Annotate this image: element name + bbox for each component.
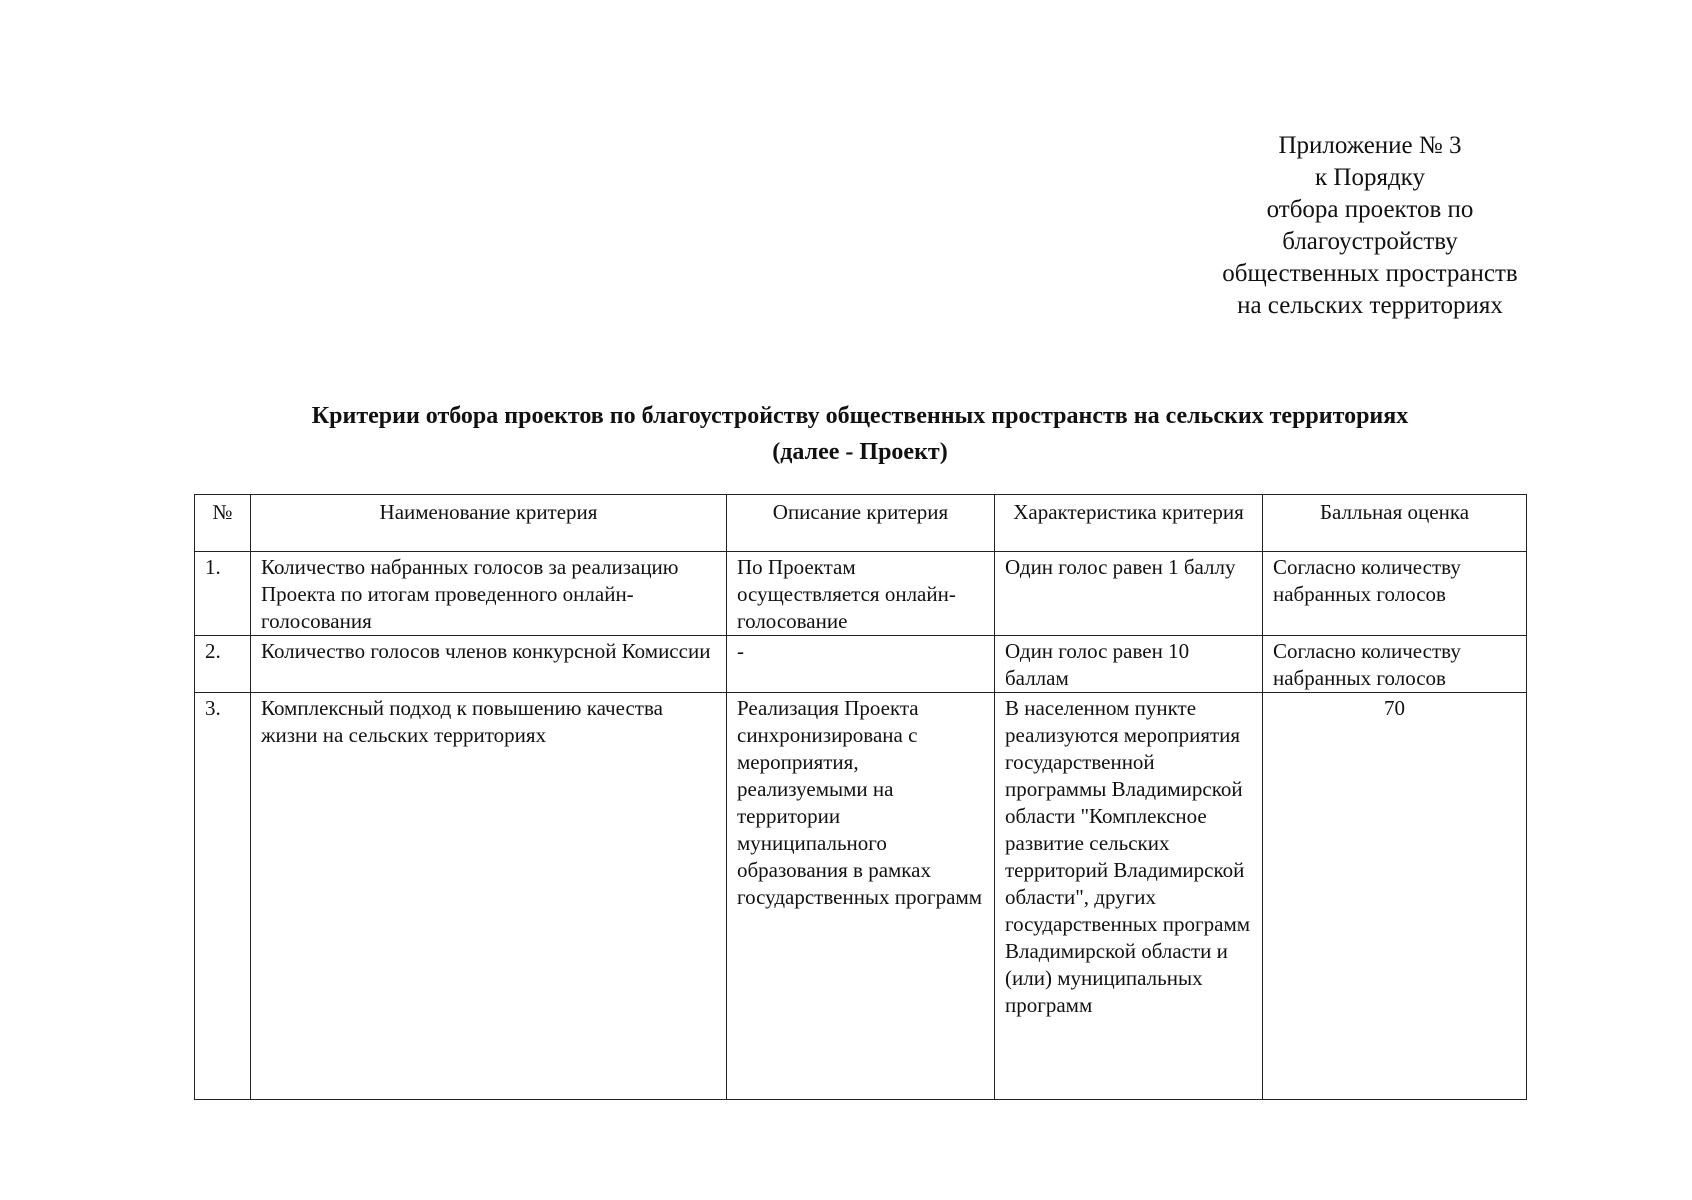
criteria-table — [194, 494, 1527, 1100]
table-header-row — [195, 495, 1527, 552]
cell-characteristic: Один голос равен 10 баллам — [995, 636, 1263, 693]
appendix-line: на сельских территориях — [1237, 292, 1503, 319]
cell-description: Реализация Проекта синхронизирована с мероприятия, реализуемыми на территории муниципального образования в рамках государственных программ — [727, 693, 995, 1100]
cell-name: Количество голосов членов конкурсной Комиссии — [251, 636, 727, 693]
table-row — [195, 636, 1527, 693]
document-title — [150, 398, 1570, 470]
cell-description: - — [727, 636, 995, 693]
appendix-line: Приложение № 3 — [1278, 132, 1462, 159]
cell-score: Согласно количеству набранных голосов — [1263, 552, 1527, 636]
appendix-line: отбора проектов по — [1266, 196, 1474, 223]
table-row — [195, 693, 1527, 1100]
table-row — [195, 552, 1527, 636]
cell-score: Согласно количеству набранных голосов — [1263, 636, 1527, 693]
header-characteristic: Характеристика критерия — [995, 495, 1263, 552]
cell-name: Количество набранных голосов за реализацию Проекта по итогам проведенного онлайн-голосования — [251, 552, 727, 636]
title-line-2: (далее - Проект) — [772, 439, 948, 465]
cell-description: По Проектам осуществляется онлайн-голосование — [727, 552, 995, 636]
appendix-header — [1180, 130, 1560, 322]
header-num: № — [195, 495, 251, 552]
appendix-line: общественных пространств — [1222, 260, 1518, 287]
cell-num: 1. — [195, 552, 251, 636]
cell-characteristic: Один голос равен 1 баллу — [995, 552, 1263, 636]
cell-num: 3. — [195, 693, 251, 1100]
appendix-line: к Порядку — [1315, 164, 1425, 191]
appendix-line: благоустройству — [1282, 228, 1458, 255]
header-name: Наименование критерия — [251, 495, 727, 552]
cell-name: Комплексный подход к повышению качества жизни на сельских территориях — [251, 693, 727, 1100]
cell-score: 70 — [1263, 693, 1527, 1100]
cell-num: 2. — [195, 636, 251, 693]
cell-characteristic: В населенном пункте реализуются мероприятия государственной программы Владимирской области "Комплексное развитие сельских территорий Владимирской области", других государственных программ Владимирской области и (или) муниципальных программ — [995, 693, 1263, 1100]
header-score: Балльная оценка — [1263, 495, 1527, 552]
header-description: Описание критерия — [727, 495, 995, 552]
title-line-1: Критерии отбора проектов по благоустройству общественных пространств на сельских территориях — [311, 403, 1409, 429]
